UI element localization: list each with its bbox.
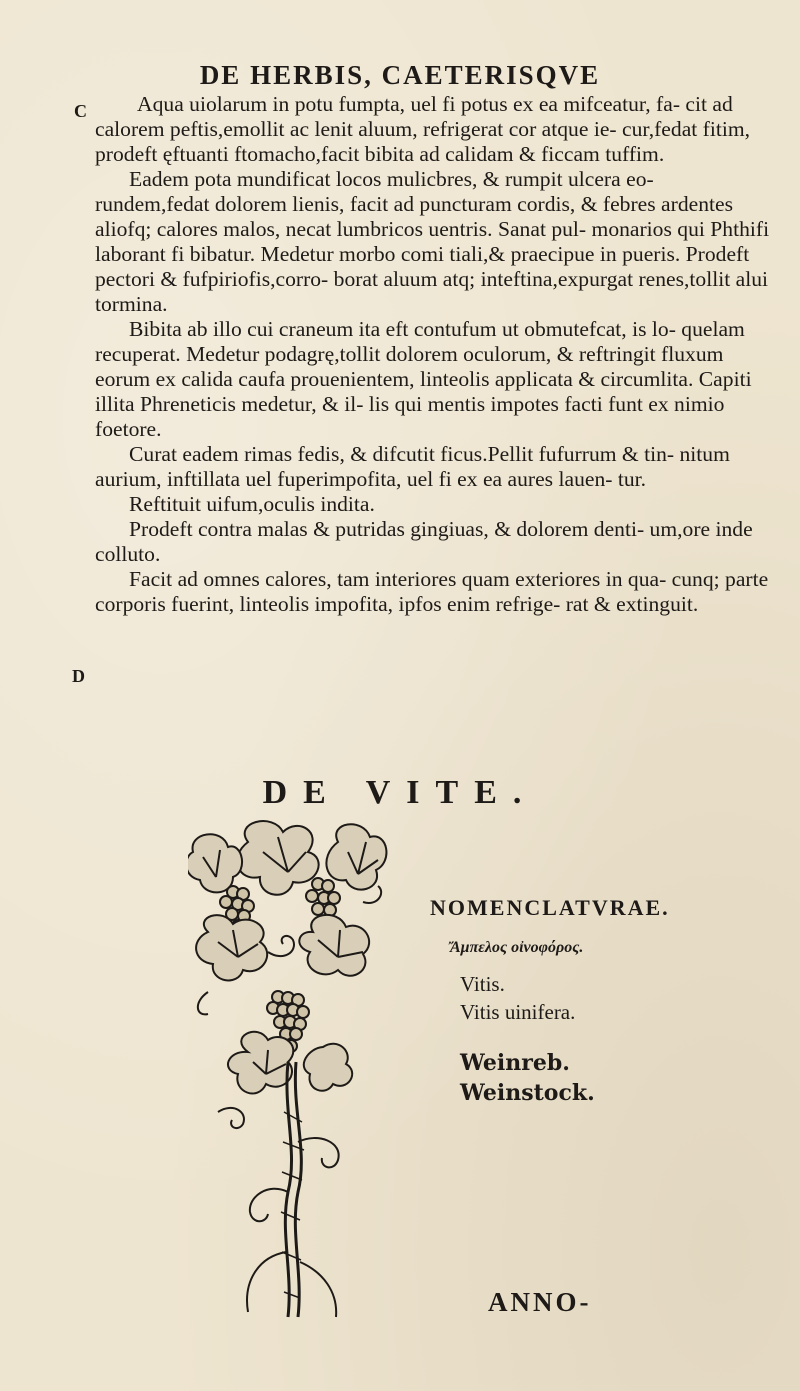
paragraph-bibita: Bibita ab illo cui craneum ita eft contufum ut obmutefcat, is lo- quelam recuperat. Medetur podagrę,tollit dolorem oculorum, & reftringit fluxum eorum ex calida caufa prouenientem, linteolis applicata & circumlita. Capiti illita Phreneticis medetur, & il- lis qui mentis impotes facti funt ex nimio foetore. xyxy=(95,317,752,441)
paragraph-prodest: Prodeft contra malas & putridas gingiuas, & dolorem denti- um,ore inde colluto. xyxy=(95,517,753,566)
grapevine-woodcut-illustration xyxy=(188,812,393,1322)
margin-letter-c: C xyxy=(74,101,87,121)
running-head: DE HERBIS, CAETERISQVE xyxy=(199,60,601,90)
body-text xyxy=(95,92,770,617)
paragraph-curat-eadem: Curat eadem rimas fedis, & difcutit ficus.Pellit fufurrum & tin- nitum aurium, inftillata uel fuperimpofita, uel fi ex ea aures lauen- tur. xyxy=(95,442,730,491)
margin-letter-d: D xyxy=(72,666,85,686)
german-name-2: Weinstock. xyxy=(460,1080,595,1106)
nomenclature-title: NOMENCLATVRAE. xyxy=(430,895,670,920)
paragraph-restituit: Reftituit uifum,oculis indita. xyxy=(129,492,375,516)
paragraph-aqua-uiolarum: Aqua uiolarum in potu fumpta, uel fi potus ex ea mifceatur, fa- cit ad calorem peftis,emollit ac lenit aluum, refrigerat cor atque ie- cur,fedat fitim, prodeft ęftuanti ftomacho,facit bibita ad calidam & ficcam tuffim. xyxy=(95,92,751,166)
latin-name-2: Vitis uinifera. xyxy=(460,1000,576,1024)
catchword: ANNO- xyxy=(488,1287,592,1317)
german-name-1: Weinreb. xyxy=(460,1050,570,1076)
nomenclature-block xyxy=(430,895,730,1109)
greek-name: Ἄμπελος οἰνοφόρος. xyxy=(450,939,584,956)
latin-name-1: Vitis. xyxy=(460,972,505,996)
paragraph-facit: Facit ad omnes calores, tam interiores quam exteriores in qua- cunq; parte corporis fuerint, linteolis impofita, ipfos enim refrige- rat & extinguit. xyxy=(95,567,769,616)
section-title: DE VITE. xyxy=(262,774,538,811)
paragraph-eadem-pota: Eadem pota mundificat locos mulicbres, & rumpit ulcera eo- rundem,fedat dolorem lienis, facit ad puncturam cordis, & febres ardentes aliofq; calores malos, necat lumbricos uentris. Sanat pul- monarios qui Phthifi laborant fi bibatur. Medetur morbo comi tiali,& praecipue in pueris. Prodeft pectori & fufpiriofis,corro- borat aluum atq; inteftina,expurgat renes,tollit alui tormina. xyxy=(95,167,770,316)
